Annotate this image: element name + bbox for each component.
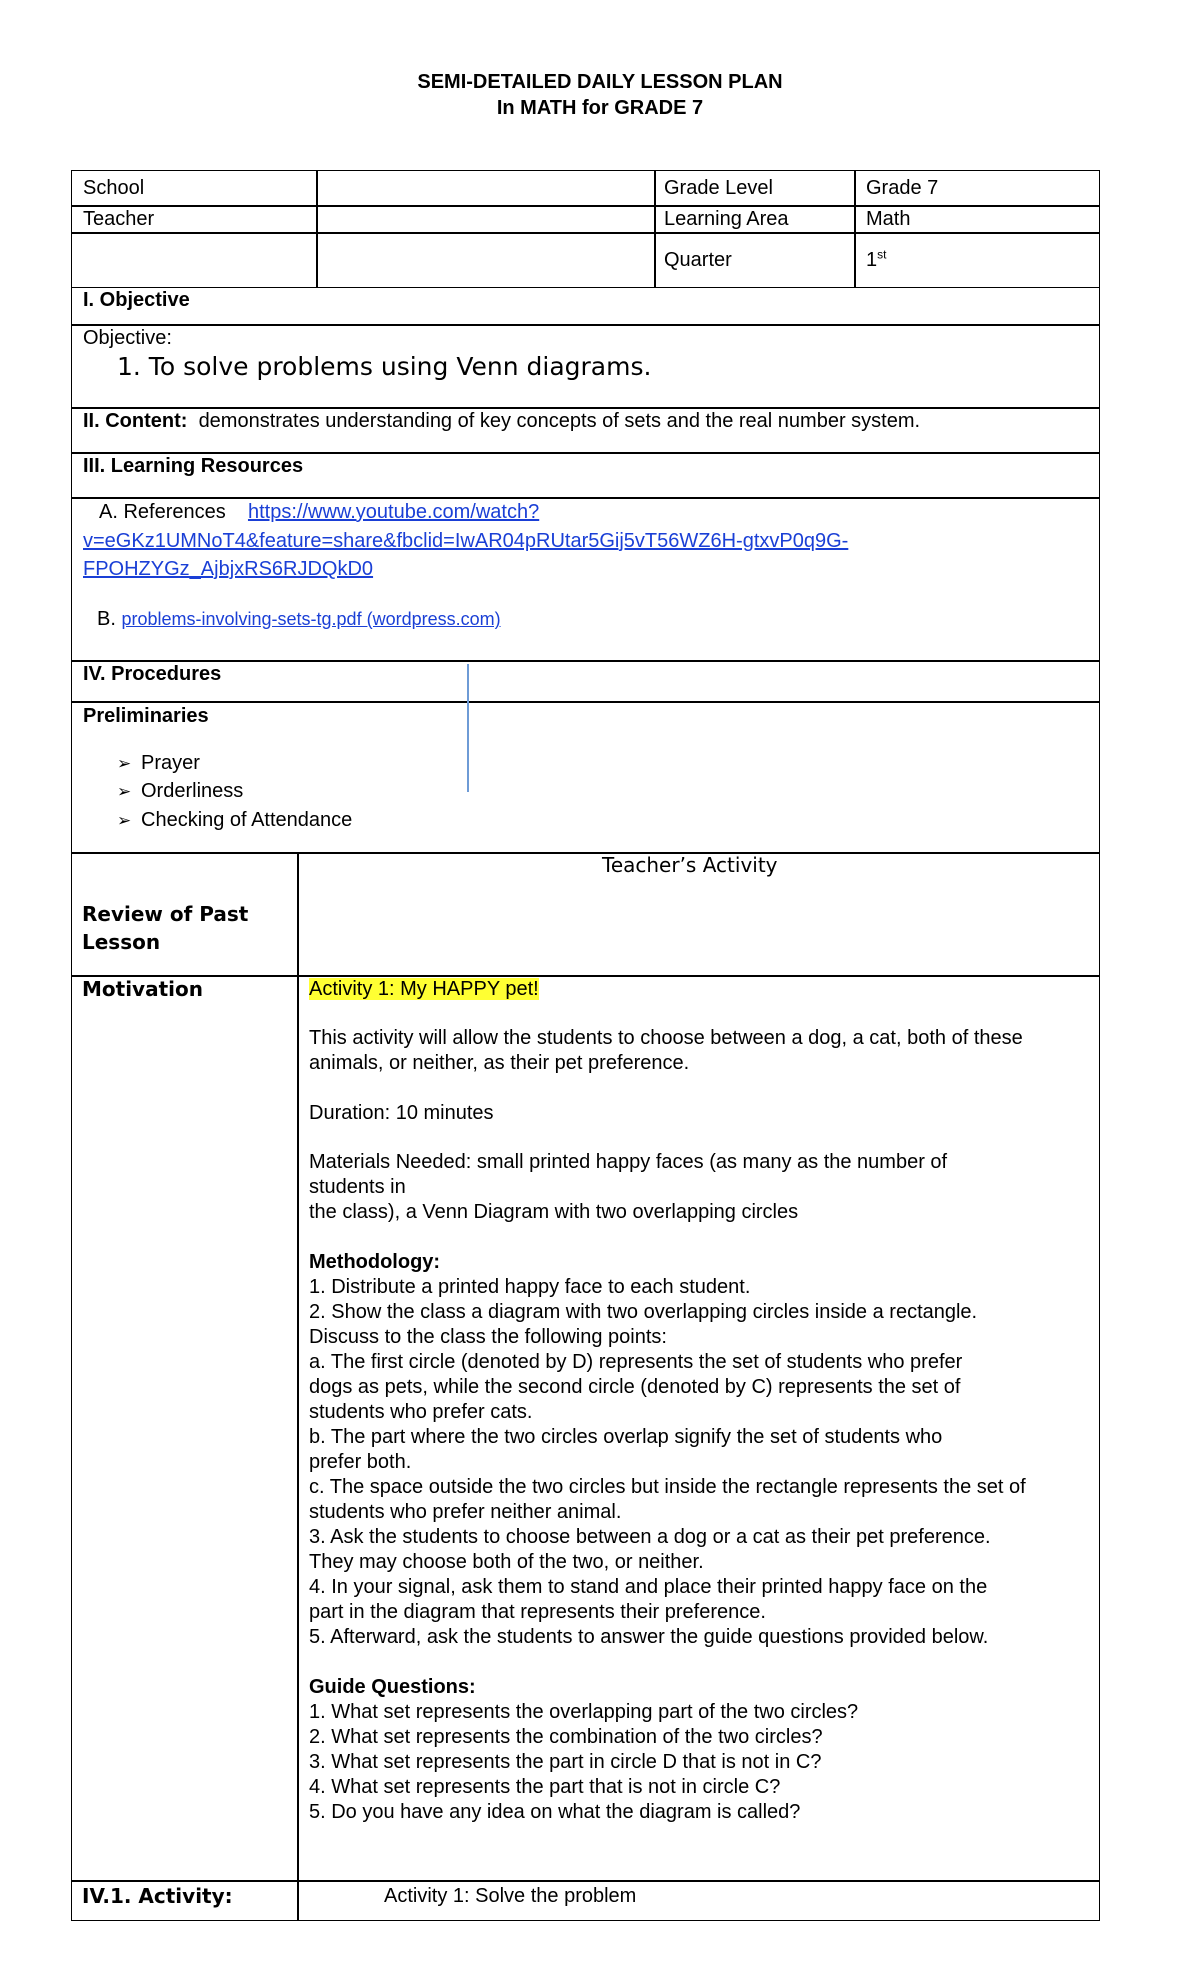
objective-label: Objective: bbox=[83, 327, 172, 349]
page-title: SEMI-DETAILED DAILY LESSON PLAN bbox=[417, 71, 783, 93]
reference-a-link[interactable]: https://www.youtube.com/watch? bbox=[247, 501, 540, 523]
methodology-heading: Methodology: bbox=[309, 1251, 441, 1273]
teacher-label: Teacher bbox=[83, 208, 155, 230]
info-table bbox=[71, 170, 1100, 288]
preliminary-item: ➢ Checking of Attendance bbox=[117, 808, 352, 834]
teacher-activity-heading: Teacher’s Activity bbox=[602, 853, 778, 877]
preliminary-item: ➢ Prayer bbox=[117, 751, 200, 777]
guide-questions-heading: Guide Questions: bbox=[309, 1676, 476, 1698]
activity-text: Activity 1: Solve the problem bbox=[384, 1885, 637, 1907]
quarter-value: 1st bbox=[866, 247, 887, 271]
motivation-intro: This activity will allow the students to choose between a dog, a cat, both of these animals, or neither, as their pet preference. bbox=[309, 1027, 1023, 1074]
learning-area-label: Learning Area bbox=[664, 208, 789, 230]
objective-item: 1. To solve problems using Venn diagrams. bbox=[117, 352, 652, 381]
grade-level-value: Grade 7 bbox=[866, 177, 939, 199]
review-label: Review of Past Lesson bbox=[82, 902, 249, 954]
procedures-heading: IV. Procedures bbox=[83, 663, 222, 685]
quarter-label: Quarter bbox=[664, 249, 732, 271]
activity-title: Activity 1: My HAPPY pet! bbox=[309, 978, 539, 1000]
school-label: School bbox=[83, 177, 145, 199]
methodology-steps: 1. Distribute a printed happy face to each student. 2. Show the class a diagram with two overlapping circles inside a rectangle. Discuss to the class the following points: a. The first circle (denoted by D) represents the set of students who prefer dogs as pets, while the second circle (denoted by C) represents the set of students who prefer cats. b. The part where the two circles overlap signify the set of students who prefer both. c. The space outside the two circles but inside the rectangle represents the set of students who prefer neither animal. 3. Ask the students to choose between a dog or a cat as their pet preference. They may choose both of the two, or neither. 4. In your signal, ask them to stand and place their printed happy face on the part in the diagram that represents their preference. 5. Afterward, ask the students to answer the guide questions provided below. bbox=[309, 1276, 1026, 1648]
preliminary-item: ➢ Orderliness bbox=[117, 779, 243, 805]
reference-b-link[interactable]: problems-involving-sets-tg.pdf (wordpress.com) bbox=[121, 609, 501, 629]
arrow-bullet-icon: ➢ bbox=[117, 782, 132, 802]
content-row: II. Content: demonstrates understanding of key concepts of sets and the real number system. bbox=[83, 410, 921, 432]
reference-b: B. problems-involving-sets-tg.pdf (wordpress.com) bbox=[97, 608, 501, 630]
reference-a-link-cont-1[interactable]: v=eGKz1UMNoT4&feature=share&fbclid=IwAR04pRUtar5Gij5vT56WZ6H-gtxvP0q9G- bbox=[83, 530, 849, 552]
objective-heading: I. Objective bbox=[83, 289, 190, 311]
guide-questions: 1. What set represents the overlapping part of the two circles? 2. What set represents the combination of the two circles? 3. What set represents the part in circle D that is not in C? 4. What set represents the part that is not in circle C? 5. Do you have any idea on what the diagram is called? bbox=[309, 1701, 859, 1823]
cursor-line bbox=[467, 664, 469, 792]
motivation-label: Motivation bbox=[82, 977, 203, 1001]
reference-a-link-cont-2[interactable]: FPOHZYGz_AjbjxRS6RJDQkD0 bbox=[83, 558, 374, 580]
arrow-bullet-icon: ➢ bbox=[117, 811, 132, 831]
learning-area-value: Math bbox=[866, 208, 911, 230]
arrow-bullet-icon: ➢ bbox=[117, 754, 132, 774]
reference-a: A. References https://www.youtube.com/watch? bbox=[99, 501, 540, 523]
materials: Materials Needed: small printed happy faces (as many as the number of students in the class), a Venn Diagram with two overlapping circles bbox=[309, 1151, 948, 1223]
resources-heading: III. Learning Resources bbox=[83, 455, 304, 477]
duration: Duration: 10 minutes bbox=[309, 1102, 494, 1124]
activity-label: IV.1. Activity: bbox=[82, 1884, 233, 1908]
grade-level-label: Grade Level bbox=[664, 177, 773, 199]
page-subtitle: In MATH for GRADE 7 bbox=[496, 97, 704, 119]
preliminaries-heading: Preliminaries bbox=[83, 705, 209, 727]
